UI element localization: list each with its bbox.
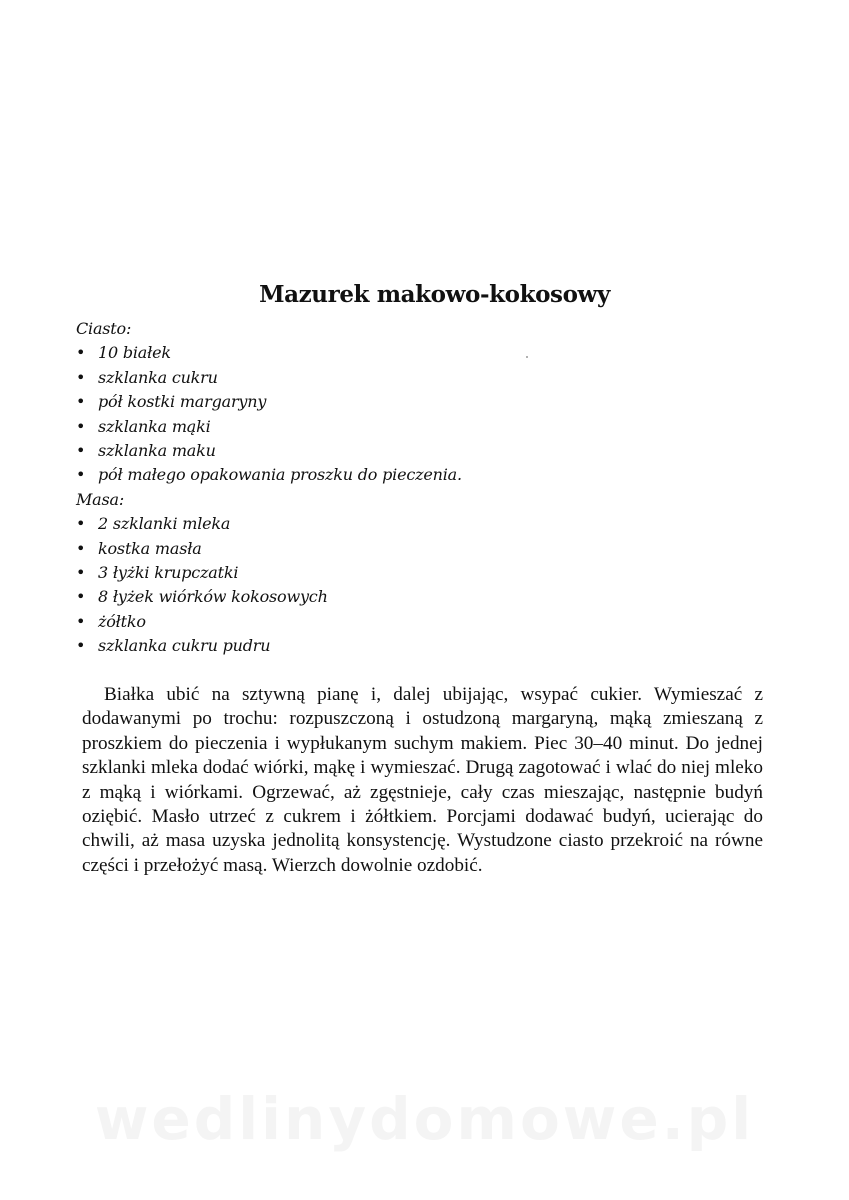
bullet-icon: • (76, 343, 86, 363)
list-item (76, 390, 636, 414)
recipe-title: Mazurek makowo-kokosowy (259, 281, 610, 309)
ingredient-text: szklanka cukru pudru (98, 636, 271, 656)
ingredient-text: 8 łyżek wiórków kokosowych (98, 587, 328, 607)
bullet-icon: • (76, 538, 86, 558)
bullet-icon: • (76, 636, 86, 656)
list-item (76, 415, 636, 439)
list-item (76, 341, 636, 365)
section-heading-masa: Masa: (76, 489, 125, 509)
ingredient-text: szklanka cukru (98, 367, 218, 387)
ingredient-list-ciasto (76, 341, 636, 487)
ingredient-text: 2 szklanki mleka (98, 514, 231, 534)
bullet-icon: • (76, 514, 86, 534)
list-item (76, 463, 636, 487)
section-heading-ciasto: Ciasto: (76, 319, 132, 338)
bullet-icon: • (76, 587, 86, 607)
ingredient-text: żółtko (98, 611, 146, 631)
preparation-method: Białka ubić na sztywną pianę i, dalej ubijając, wsypać cukier. Wymieszać z dodawanymi po trochu: rozpuszczoną i ostudzoną margaryną, mąką zmieszaną z proszkiem do pieczenia i wypłukanym suchym makiem. Piec 30–40 minut. Do jednej szklanki mleka dodać wiórki, mąkę i wymieszać. Drugą zagotować i wlać do niej mleko z mąką i wiórkami. Ogrzewać, aż zgęstnieje, cały czas mieszając, następnie budyń oziębić. Masło utrzeć z cukrem i żółtkiem. Porcjami dodawać budyń, ucierając do chwili, aż masa uzyska jednolitą konsystencję. Wystudzone ciasto przekroić na równe części i przełożyć masą. Wierzch dowolnie ozdobić. (82, 684, 763, 876)
ingredient-text: kostka masła (98, 538, 202, 558)
list-item (76, 561, 636, 585)
scan-speck (526, 356, 528, 358)
ingredient-text: 10 białek (98, 343, 171, 363)
ingredient-text: pół kostki margaryny (98, 392, 267, 412)
ingredient-text: szklanka maku (98, 441, 216, 461)
list-item (76, 366, 636, 390)
list-item (76, 439, 636, 463)
bullet-icon: • (76, 611, 86, 631)
ingredients-block (76, 317, 636, 659)
list-item (76, 537, 636, 561)
ingredient-list-masa (76, 512, 636, 658)
site-watermark: wedlinydomowe.pl (94, 1085, 755, 1153)
bullet-icon: • (76, 416, 86, 436)
ingredient-text: szklanka mąki (98, 416, 211, 436)
list-item (76, 610, 636, 634)
list-item (76, 512, 636, 536)
bullet-icon: • (76, 392, 86, 412)
ingredient-text: pół małego opakowania proszku do pieczenia. (98, 465, 462, 485)
bullet-icon: • (76, 563, 86, 583)
bullet-icon: • (76, 465, 86, 485)
list-item (76, 585, 636, 609)
list-item (76, 634, 636, 658)
ingredient-text: 3 łyżki krupczatki (98, 563, 239, 583)
bullet-icon: • (76, 441, 86, 461)
bullet-icon: • (76, 367, 86, 387)
